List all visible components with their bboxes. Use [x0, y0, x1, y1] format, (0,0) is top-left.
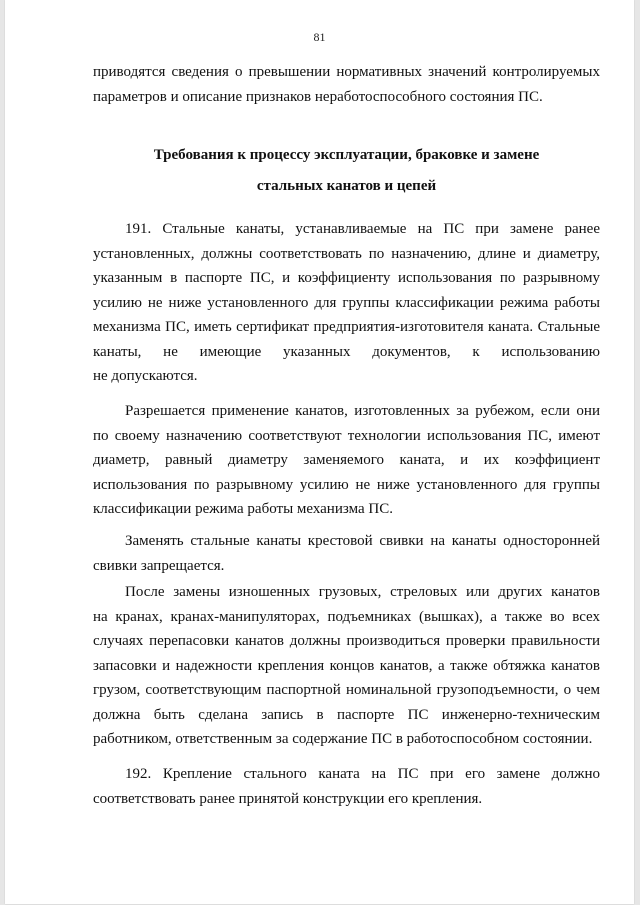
- paragraph-191: [93, 217, 600, 389]
- section-heading: [93, 140, 600, 202]
- intro-block: [93, 60, 600, 109]
- text-line: запасовки и надежности крепления концов канатов, а также обтяжка канатов: [93, 657, 600, 674]
- text-line: использования по разрывному усилию не ниже установленного для группы: [93, 476, 600, 493]
- paragraph-block: [93, 529, 600, 578]
- text-line: работником, ответственным за содержание ПС в работоспособном состоянии.: [93, 731, 593, 747]
- text-line: должна быть сделана запись в паспорте ПС инженерно-техническим: [93, 706, 600, 723]
- text-line: указанным в паспорте ПС, и коэффициенту использования по разрывному: [93, 270, 600, 286]
- text-line: соответствовать ранее принятой конструкции его крепления.: [93, 790, 483, 807]
- text-line: не допускаются.: [93, 368, 198, 384]
- paragraph-block: [93, 217, 600, 389]
- text-line: 191. Стальные канаты, устанавливаемые на ПС при замене ранее: [125, 221, 600, 237]
- intro-paragraph: [93, 60, 600, 109]
- text-line: параметров и описание признаков неработоспособного состояния ПС.: [93, 88, 543, 105]
- text-line: установленных, должны соответствовать по назначению, длине и диаметру,: [93, 245, 600, 262]
- paragraph-block: [93, 580, 600, 752]
- text-line: После замены изношенных грузовых, стреловых или других канатов: [125, 584, 600, 600]
- paragraph-foreign-ropes: [93, 399, 600, 522]
- paragraph-192: [93, 762, 600, 811]
- heading-line: Требования к процессу эксплуатации, браковке и замене: [153, 147, 540, 163]
- text-line: механизма ПС, иметь сертификат предприятия-изготовителя каната. Стальные: [93, 319, 600, 335]
- text-line: свивки запрещается.: [93, 557, 225, 574]
- paragraph-block: [93, 762, 600, 811]
- text-line: случаях перепасовки канатов должны производиться проверки правильности: [93, 633, 600, 649]
- paragraph-block: [93, 399, 600, 522]
- document-page: [5, 0, 634, 904]
- heading-line: стальных канатов и цепей: [256, 178, 437, 194]
- page-number: 81: [313, 30, 326, 44]
- text-line: Заменять стальные канаты крестовой свивки на канаты односторонней: [125, 533, 600, 549]
- text-line: на кранах, кранах-манипуляторах, подъемниках (вышках), а также во всех: [93, 608, 600, 625]
- text-line: Разрешается применение канатов, изготовленных за рубежом, если они: [125, 403, 600, 419]
- paragraph-after-replacement: [93, 580, 600, 752]
- text-line: 192. Крепление стального каната на ПС при его замене должно: [125, 766, 600, 782]
- text-line: классификации режима работы механизма ПС.: [93, 501, 393, 517]
- text-line: приводятся сведения о превышении нормативных значений контролируемых: [93, 64, 600, 80]
- text-line: канаты, не имеющие указанных документов, к использованию: [93, 343, 600, 360]
- text-line: диаметр, равный диаметру заменяемого каната, и их коэффициент: [93, 452, 600, 468]
- text-line: усилию не ниже установленного для группы классификации режима работы: [93, 294, 600, 311]
- text-line: грузом, соответствующим паспортной номинальной грузоподъемности, о чем: [93, 682, 600, 698]
- text-line: по своему назначению соответствуют технологии использования ПС, имеют: [93, 427, 600, 444]
- paragraph-lay-replacement: [93, 529, 600, 578]
